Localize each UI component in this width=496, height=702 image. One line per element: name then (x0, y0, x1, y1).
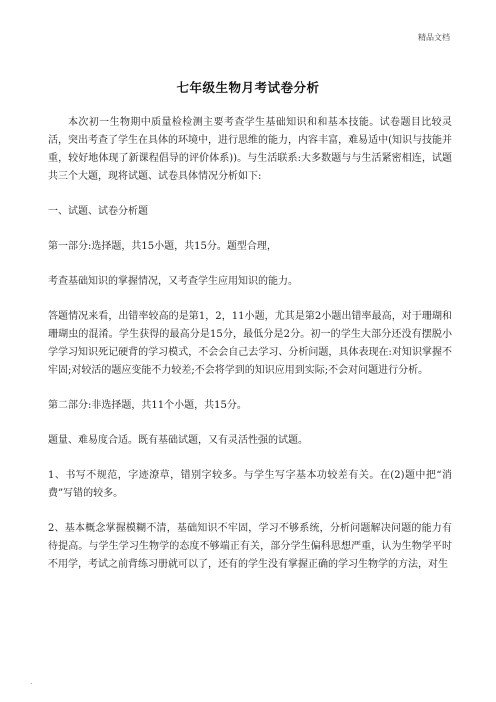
part-two-note: 题量、难易度合适。既有基础试题，又有灵活性强的试题。 (48, 435, 308, 446)
document-body (48, 114, 452, 574)
part-one-note: 考查基础知识的掌握情况，又考查学生应用知识的能力。 (48, 276, 298, 287)
section-heading: 一、试题、试卷分析题 (48, 206, 148, 217)
part-one-analysis: 答题情况来看，出错率较高的是第1，2，11小题，尤其是第2小题出错率最高，对于珊瑚和珊瑚虫的混淆。学生获得的最高分是15分，最低分是2分。初一的学生大部分还没有摆脱小学学习知识死记硬背的学习模式，不会会自己去学习、分析问题，具体表现在:对知识掌握不牢固;对较活的题应变能不力较差;不会将学到的知识应用到实际;不会对问题进行分析。 (48, 311, 452, 376)
part-one-heading: 第一部分:选择题，共15小题，共15分。题型合理， (48, 241, 277, 252)
issue-item-1: 1、书写不规范，字迹潦草，错别字较多。与学生写字基本功较差有关。在(2)题中把“消费”写错的较多。 (48, 470, 452, 499)
page-header-label: 精品文档 (418, 33, 450, 42)
intro-paragraph: 本次初一生物期中质量检检测主要考查学生基础知识和和基本技能。试卷题目比较灵活，突出考查了学生在具体的环境中，进行思维的能力，内容丰富，难易适中(知识与技能并重，较好地体现了新课程倡导的评价体系))。与生活联系:大多数题与与生活紧密相连，试题共三个大题，现将试题、试卷具体情况分析如下: (48, 117, 452, 182)
issue-item-2: 2、基本概念掌握模糊不清，基础知识不牢固，学习不够系统，分析问题解决问题的能力有待提高。与学生学习生物学的态度不够端正有关，部分学生偏科思想严重，认为生物学平时不用学，考试之前背练习册就可以了，还有的学生没有掌握正确的学习生物学的方法，对生 (48, 523, 452, 570)
footer-mark: . (30, 677, 33, 686)
document-title: 七年级生物月考试卷分析 (176, 80, 320, 95)
part-two-heading: 第二部分:非选择题，共11个小题，共15分。 (48, 400, 247, 411)
